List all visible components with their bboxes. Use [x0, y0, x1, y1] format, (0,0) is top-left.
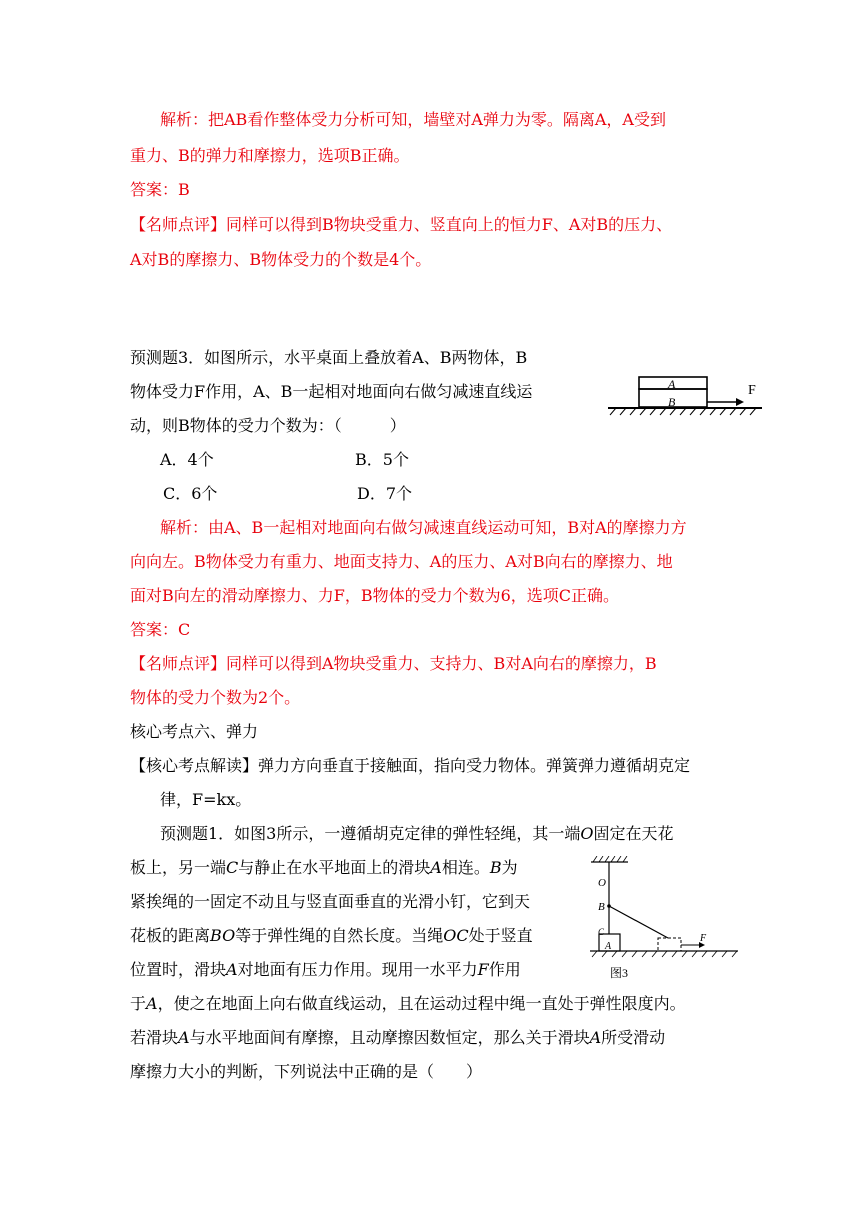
figure-caption: 图3: [610, 966, 629, 980]
option-c: C．6个: [163, 484, 218, 503]
ground-hatch: [610, 408, 756, 415]
ground-hatch-2: [592, 951, 737, 957]
core-title: 核心考点六、弹力: [130, 722, 259, 741]
question3-line-2: 物体受力F作用，A、B一起相对地面向右做匀减速直线运: [130, 382, 533, 401]
rope-slanted: [609, 906, 668, 938]
question1-line-7: 若滑块A与水平地面间有摩擦，且动摩擦因数恒定，那么关于滑块A所受滑动: [130, 1028, 666, 1047]
comment-line-2: A对B的摩擦力、B物体受力的个数是4个。: [130, 250, 432, 269]
comment3-line-1: 【名师点评】同样可以得到A物块受重力、支持力、B对A向右的摩擦力，B: [130, 654, 657, 673]
question1-line-5: 位置时，滑块A对地面有压力作用。现用一水平力F作用: [130, 960, 521, 979]
core-intro-line-2: 律，F=kx。: [160, 790, 252, 809]
force-label: F: [748, 383, 756, 398]
option-b: B．5个: [355, 450, 409, 469]
label-a: A: [605, 941, 612, 952]
block-b-label: B: [668, 395, 676, 409]
question1-line-2: 板上，另一端C与静止在水平地面上的滑块A相连。B为: [130, 858, 518, 877]
analysis-line-1: 解析：把AB看作整体受力分析可知，墙壁对A弹力为零。隔离A，A受到: [160, 110, 666, 129]
label-f: F: [700, 933, 707, 944]
analysis-line-2: 重力、B的弹力和摩擦力，选项B正确。: [130, 146, 410, 165]
comment-line-1: 【名师点评】同样可以得到B物块受重力、竖直向上的恒力F、A对B的压力、: [130, 215, 673, 234]
question1-line-4: 花板的距离BO等于弹性绳的自然长度。当绳OC处于竖直: [130, 926, 533, 945]
answer-1: 答案：B: [130, 180, 190, 199]
option-d: D．7个: [357, 484, 413, 503]
question1-line-1: 预测题1．如图3所示，一遵循胡克定律的弹性轻绳，其一端O固定在天花: [160, 824, 674, 843]
block-a-label: A: [668, 377, 676, 391]
label-b: B: [598, 901, 605, 913]
question1-line-3: 紧挨绳的一固定不动且与竖直面垂直的光滑小钉，它到天: [130, 892, 531, 911]
question3-line-3: 动，则B物体的受力个数为：（ ）: [130, 416, 406, 435]
block-a-moved: [658, 938, 681, 951]
question1-line-8: 摩擦力大小的判断，下列说法中正确的是（ ）: [130, 1062, 483, 1081]
comment3-line-2: 物体的受力个数为2个。: [130, 688, 301, 707]
ceiling-hatch: [593, 856, 627, 862]
analysis3-line-3: 面对B向左的滑动摩擦力、力F，B物体的受力个数为6，选项C正确。: [130, 586, 620, 605]
question3-line-1: 预测题3．如图所示，水平桌面上叠放着A、B两物体，B: [130, 348, 528, 367]
force-arrow-head: [736, 398, 744, 406]
option-a: A．4个: [160, 450, 214, 469]
answer-3: 答案：C: [130, 620, 191, 639]
stacked-blocks-figure: [602, 366, 767, 424]
label-c: C: [598, 927, 605, 937]
analysis3-line-2: 向向左。B物体受力有重力、地面支持力、A的压力、A对B向右的摩擦力、地: [130, 552, 673, 571]
elastic-rope-figure: [588, 856, 740, 980]
question1-line-6: 于A，使之在地面上向右做直线运动，且在运动过程中绳一直处于弹性限度内。: [130, 994, 686, 1013]
label-o: O: [598, 877, 606, 889]
analysis3-line-1: 解析：由A、B一起相对地面向右做匀减速直线运动可知，B对A的摩擦力方: [160, 518, 687, 537]
core-intro-line-1: 【核心考点解读】弹力方向垂直于接触面，指向受力物体。弹簧弹力遵循胡克定: [130, 756, 691, 775]
